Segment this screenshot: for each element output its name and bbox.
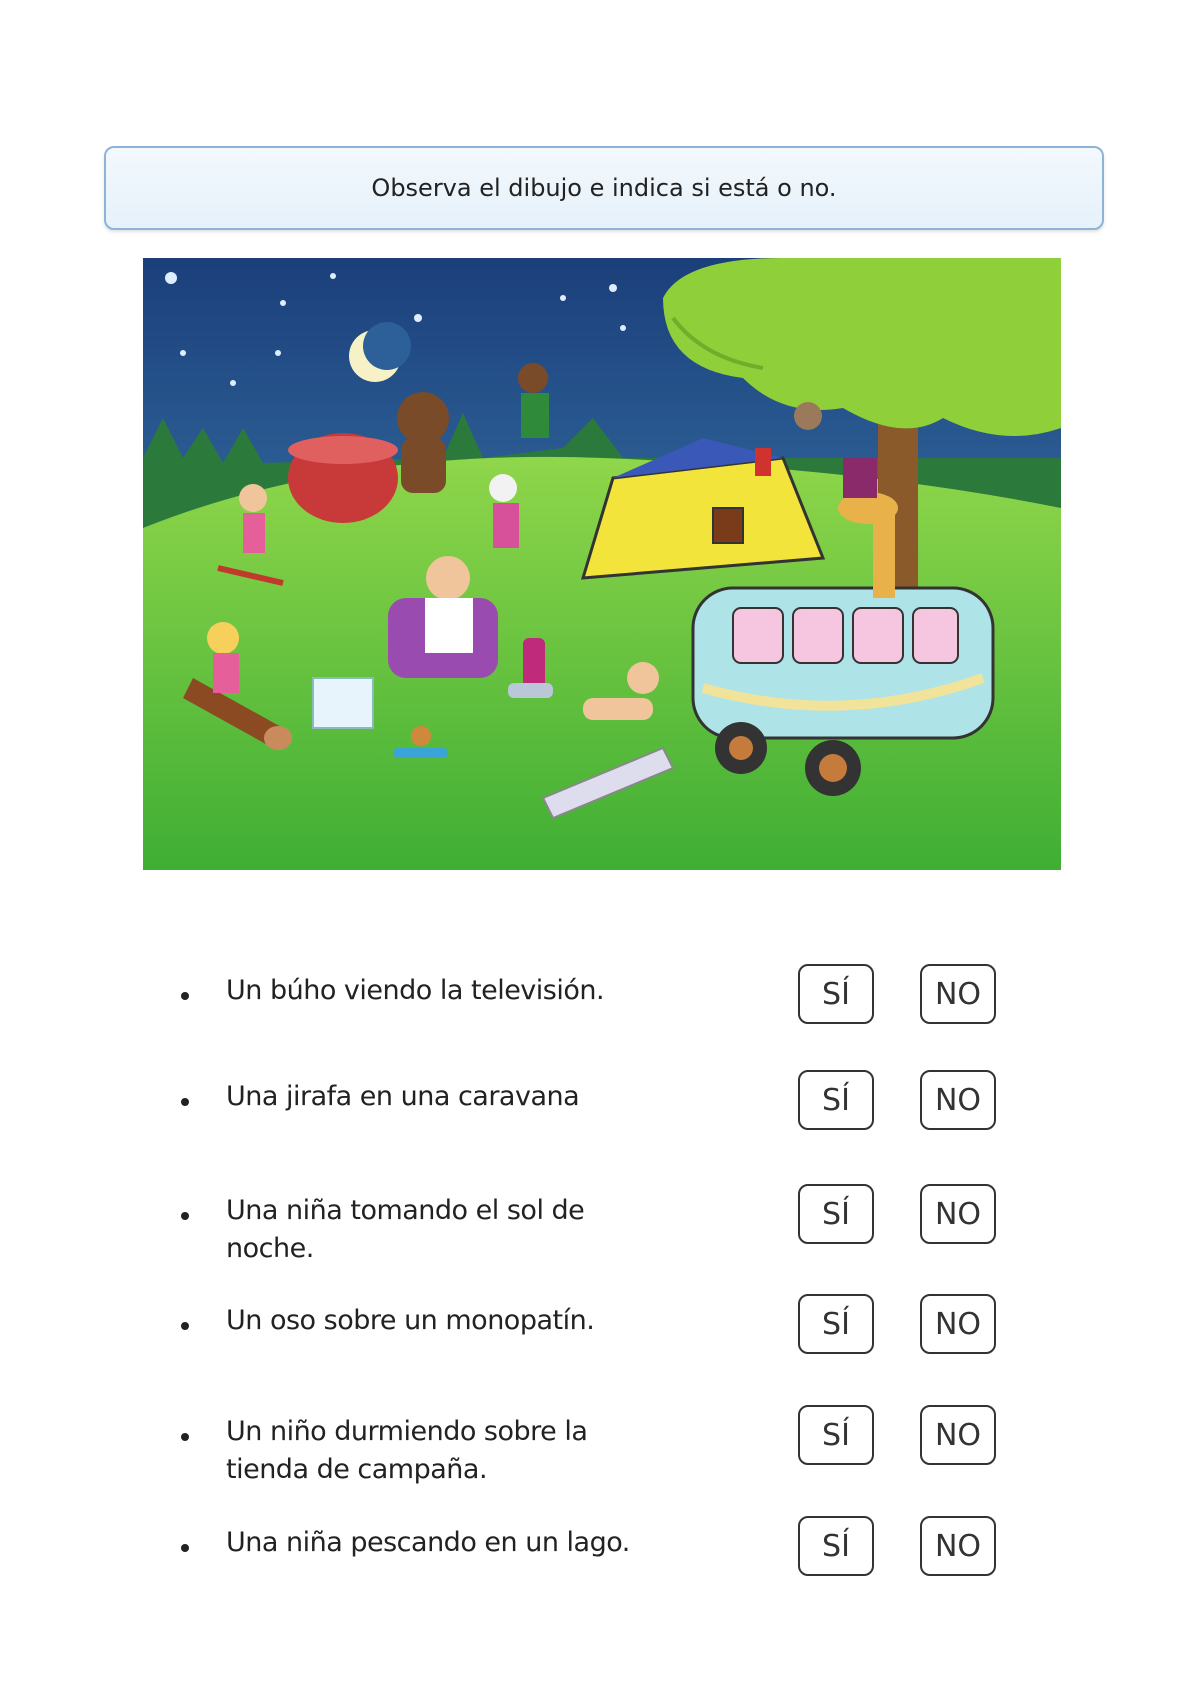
question-row	[0, 1294, 1200, 1384]
star-icon	[330, 273, 336, 279]
question-row	[0, 1070, 1200, 1160]
answer-no-button[interactable]: NO	[920, 1184, 996, 1244]
owl	[794, 402, 822, 430]
question-text: Un búho viendo la televisión.	[226, 975, 605, 1006]
bullet-icon	[181, 1098, 189, 1106]
answer-yes-button[interactable]: SÍ	[798, 1070, 874, 1130]
answer-no-button[interactable]: NO	[920, 1070, 996, 1130]
cuckoo-clock	[843, 458, 877, 498]
clown	[489, 474, 519, 548]
answer-no-button[interactable]: NO	[920, 1405, 996, 1465]
star-icon	[414, 314, 422, 322]
question-text: Una jirafa en una caravana	[226, 1081, 580, 1112]
bullet-icon	[181, 992, 189, 1000]
answer-yes-button[interactable]: SÍ	[798, 964, 874, 1024]
picnic-table	[288, 433, 398, 523]
question-row	[0, 1405, 1200, 1495]
bullet-icon	[181, 1212, 189, 1220]
bullet-icon	[181, 1433, 189, 1441]
star-icon	[275, 350, 281, 356]
answer-yes-button[interactable]: SÍ	[798, 1294, 874, 1354]
star-icon	[620, 325, 626, 331]
answer-yes-button[interactable]: SÍ	[798, 1405, 874, 1465]
answer-no-button[interactable]: NO	[920, 1294, 996, 1354]
question-text: Un niño durmiendo sobre la tienda de campaña.	[226, 1416, 588, 1485]
instruction-box	[104, 146, 1104, 230]
bullet-icon	[181, 1544, 189, 1552]
ice-block	[313, 678, 373, 728]
question-row	[0, 964, 1200, 1054]
camping-illustration	[143, 258, 1061, 870]
running-man	[518, 363, 549, 438]
question-text: Un oso sobre un monopatín.	[226, 1305, 595, 1336]
fire-hydrant	[755, 448, 771, 476]
question-text: Una niña pescando en un lago.	[226, 1527, 630, 1558]
question-row	[0, 1184, 1200, 1274]
instruction-text: Observa el dibujo e indica si está o no.	[371, 174, 837, 202]
bear	[397, 392, 449, 493]
star-icon	[280, 300, 286, 306]
star-icon	[230, 380, 236, 386]
answer-no-button[interactable]: NO	[920, 1516, 996, 1576]
star-icon	[560, 295, 566, 301]
question-row	[0, 1516, 1200, 1606]
answer-yes-button[interactable]: SÍ	[798, 1516, 874, 1576]
bullet-icon	[181, 1322, 189, 1330]
star-icon	[609, 284, 617, 292]
answer-yes-button[interactable]: SÍ	[798, 1184, 874, 1244]
star-icon	[165, 272, 177, 284]
question-text: Una niña tomando el sol de noche.	[226, 1195, 585, 1264]
star-icon	[180, 350, 186, 356]
answer-no-button[interactable]: NO	[920, 964, 996, 1024]
